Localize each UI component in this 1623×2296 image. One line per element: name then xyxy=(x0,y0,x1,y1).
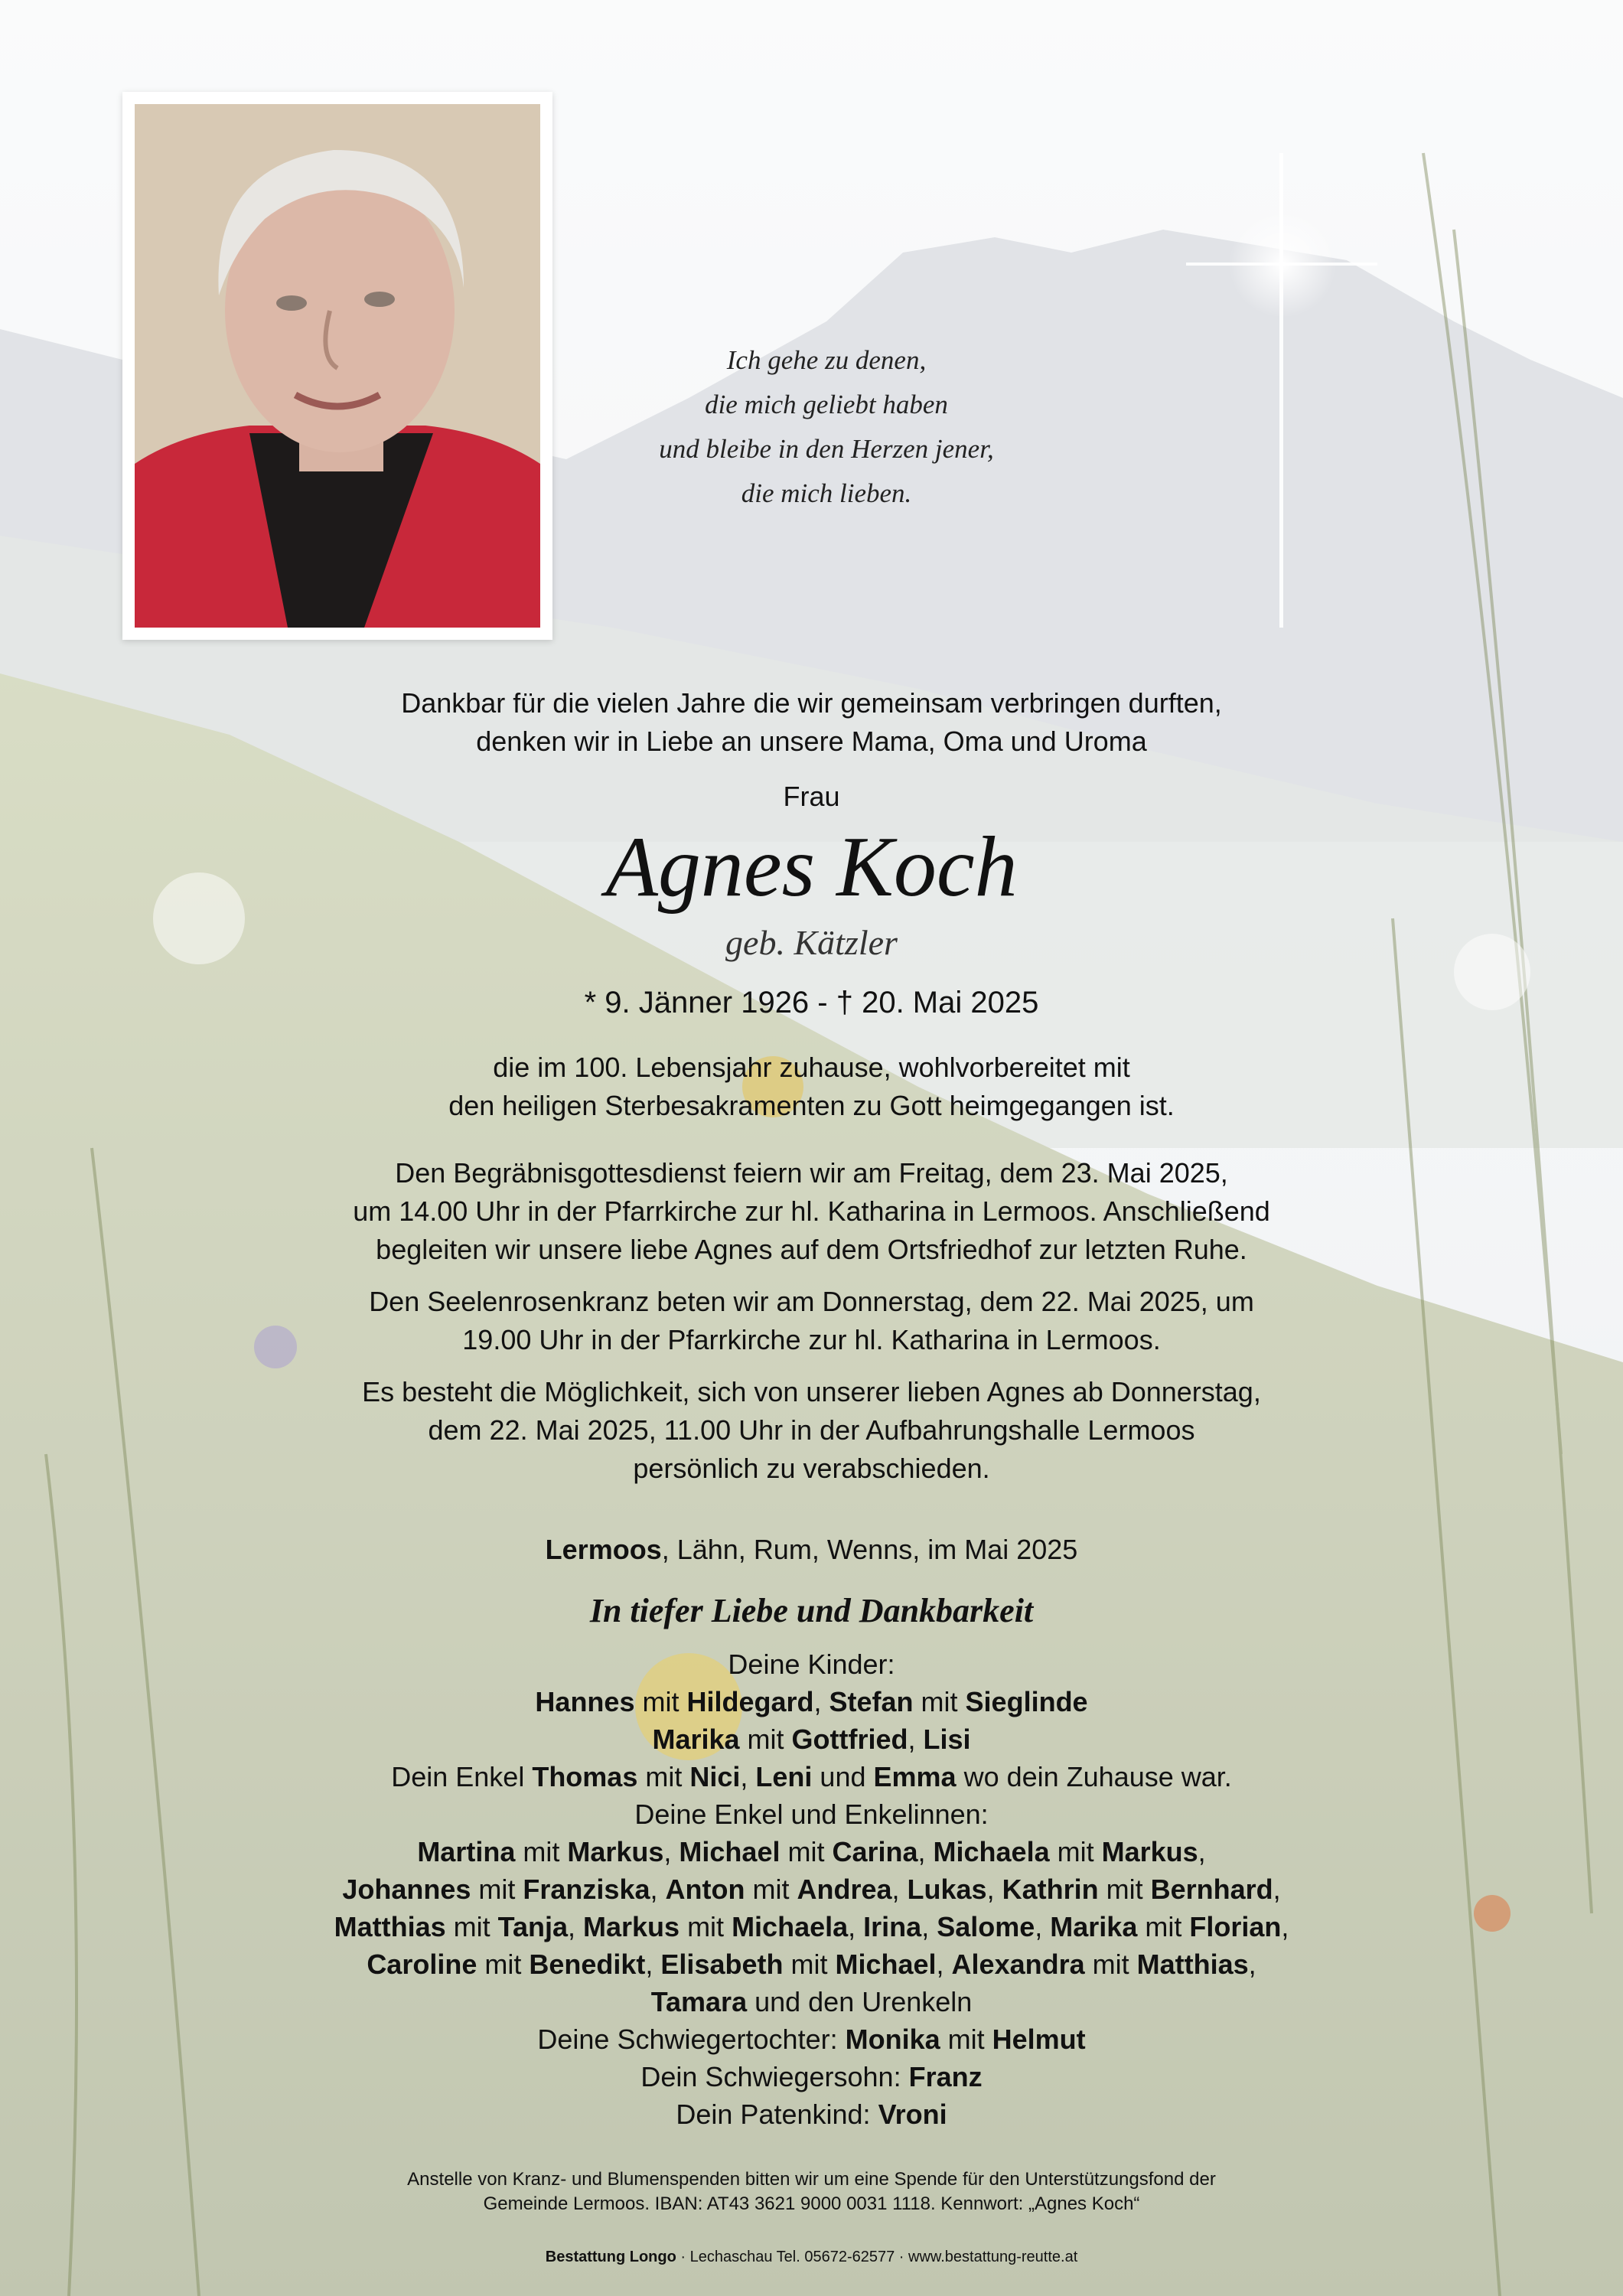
family-text: Dein Patenkind: xyxy=(676,2099,878,2130)
portrait-illustration xyxy=(135,104,540,628)
family-text: , xyxy=(1273,1874,1281,1905)
family-member-name: Carina xyxy=(832,1836,918,1867)
rosary-line: Den Seelenrosenkranz beten wir am Donnerstag, dem 22. Mai 2025, um xyxy=(369,1286,1254,1317)
family-member-name: Vroni xyxy=(878,2099,947,2130)
family-text: mit xyxy=(913,1686,966,1717)
family-member-name: Elisabeth xyxy=(660,1949,784,1980)
portrait-photo xyxy=(135,104,540,628)
family-member-name: Sieglinde xyxy=(965,1686,1088,1717)
rosary-line: 19.00 Uhr in der Pfarrkirche zur hl. Katharina in Lermoos. xyxy=(462,1324,1161,1355)
family-member-name: Anton xyxy=(665,1874,745,1905)
donation-line: Anstelle von Kranz- und Blumenspenden bitten wir um eine Spende für den Unterstützungsfond der xyxy=(407,2169,1216,2190)
family-line xyxy=(0,1683,1623,1720)
family-line xyxy=(0,1833,1623,1870)
family-line xyxy=(0,1908,1623,1945)
family-text: mit xyxy=(477,1949,530,1980)
family-line xyxy=(0,1983,1623,2020)
family-text: , xyxy=(650,1874,666,1905)
place-main: Lermoos xyxy=(545,1534,662,1565)
family-text: , xyxy=(1248,1949,1256,1980)
family-text: , xyxy=(1281,1911,1289,1942)
family-member-name: Matthias xyxy=(1136,1949,1249,1980)
funeral-line: begleiten wir unsere liebe Agnes auf dem Ortsfriedhof zur letzten Ruhe. xyxy=(376,1234,1247,1265)
memorial-poem xyxy=(597,338,1056,516)
rosary-info xyxy=(0,1283,1623,1359)
family-member-name: Tanja xyxy=(497,1911,568,1942)
family-member-name: Kathrin xyxy=(1002,1874,1099,1905)
poem-line: Ich gehe zu denen, xyxy=(726,345,927,375)
family-text: , xyxy=(921,1911,937,1942)
funeral-line: Den Begräbnisgottesdienst feiern wir am Freitag, dem 23. Mai 2025, xyxy=(395,1157,1228,1189)
family-text: , xyxy=(813,1686,829,1717)
place-and-date xyxy=(0,1531,1623,1569)
family-member-name: Irina xyxy=(863,1911,922,1942)
funeral-line: um 14.00 Uhr in der Pfarrkirche zur hl. Katharina in Lermoos. Anschließend xyxy=(353,1195,1270,1227)
poem-line: die mich geliebt haben xyxy=(705,390,948,419)
family-text: Dein Schwiegersohn: xyxy=(640,2061,909,2092)
donation-line: Gemeinde Lermoos. IBAN: AT43 3621 9000 0031 1118. Kennwort: „Agnes Koch“ xyxy=(483,2193,1140,2214)
family-member-name: Stefan xyxy=(829,1686,914,1717)
family-text: , xyxy=(663,1836,680,1867)
family-text: , xyxy=(917,1836,934,1867)
family-text: Deine Enkel und Enkelinnen: xyxy=(634,1799,989,1830)
intro-line: denken wir in Liebe an unsere Mama, Oma und Uroma xyxy=(476,726,1147,757)
family-text: mit xyxy=(1084,1949,1137,1980)
viewing-line: persönlich zu verabschieden. xyxy=(633,1453,990,1484)
family-line xyxy=(0,1720,1623,1758)
deceased-name: Agnes Koch xyxy=(605,820,1018,915)
portrait-frame xyxy=(122,92,552,640)
family-member-name: Thomas xyxy=(532,1761,638,1792)
family-member-name: Michael xyxy=(835,1949,937,1980)
family-member-name: Caroline xyxy=(367,1949,477,1980)
family-text: mit xyxy=(783,1949,836,1980)
family-text: mit xyxy=(634,1686,687,1717)
family-text: , xyxy=(908,1724,924,1755)
maiden-name: geb. Kätzler xyxy=(725,923,898,962)
family-line xyxy=(0,2095,1623,2133)
family-text: , xyxy=(645,1949,661,1980)
family-text: , xyxy=(567,1911,583,1942)
viewing-info xyxy=(0,1373,1623,1488)
family-text: mit xyxy=(680,1911,732,1942)
funeral-home-contact: · Lechaschau Tel. 05672-62577 · www.bestattung-reutte.at xyxy=(676,2249,1078,2265)
family-text: mit xyxy=(1137,1911,1190,1942)
family-text: , xyxy=(891,1874,908,1905)
family-text: , xyxy=(848,1911,864,1942)
family-member-name: Markus xyxy=(1101,1836,1198,1867)
family-line xyxy=(0,1758,1623,1795)
family-text: Deine Kinder: xyxy=(728,1649,895,1680)
family-member-name: Lukas xyxy=(907,1874,987,1905)
family-line xyxy=(0,1945,1623,1983)
poem-line: und bleibe in den Herzen jener, xyxy=(659,434,994,464)
family-line xyxy=(0,2058,1623,2095)
family-member-name: Marika xyxy=(1050,1911,1138,1942)
family-member-name: Markus xyxy=(567,1836,664,1867)
family-member-name: Franziska xyxy=(523,1874,650,1905)
death-text-line: den heiligen Sterbesakramenten zu Gott heimgegangen ist. xyxy=(448,1090,1175,1121)
family-text: wo dein Zuhause war. xyxy=(956,1761,1232,1792)
family-member-name: Benedikt xyxy=(529,1949,646,1980)
family-member-name: Gottfried xyxy=(791,1724,908,1755)
family-list xyxy=(0,1645,1623,2133)
family-text: mit xyxy=(515,1836,568,1867)
poem-line: die mich lieben. xyxy=(741,478,912,508)
family-line xyxy=(0,2020,1623,2058)
family-member-name: Hildegard xyxy=(686,1686,814,1717)
viewing-line: Es besteht die Möglichkeit, sich von unserer lieben Agnes ab Donnerstag, xyxy=(362,1376,1261,1407)
family-member-name: Bernhard xyxy=(1150,1874,1273,1905)
family-member-name: Michaela xyxy=(732,1911,849,1942)
family-text: mit xyxy=(940,2024,992,2055)
family-member-name: Johannes xyxy=(342,1874,471,1905)
donation-note xyxy=(0,2167,1623,2216)
family-text: mit xyxy=(471,1874,523,1905)
family-member-name: Markus xyxy=(583,1911,680,1942)
family-text: , xyxy=(936,1949,952,1980)
family-member-name: Martina xyxy=(417,1836,516,1867)
funeral-home-name: Bestattung Longo xyxy=(545,2249,676,2265)
family-member-name: Leni xyxy=(755,1761,813,1792)
family-member-name: Helmut xyxy=(992,2024,1086,2055)
funeral-info xyxy=(0,1154,1623,1269)
family-text: Dein Enkel xyxy=(391,1761,533,1792)
family-text: , xyxy=(1198,1836,1206,1867)
family-member-name: Emma xyxy=(873,1761,957,1792)
family-member-name: Franz xyxy=(908,2061,983,2092)
family-member-name: Monika xyxy=(845,2024,940,2055)
salutation: Frau xyxy=(783,781,840,812)
family-member-name: Michaela xyxy=(933,1836,1050,1867)
death-notice-text xyxy=(0,1049,1623,1125)
family-member-name: Matthias xyxy=(334,1911,446,1942)
family-text: mit xyxy=(1098,1874,1151,1905)
family-text: mit xyxy=(637,1761,690,1792)
death-text-line: die im 100. Lebensjahr zuhause, wohlvorbereitet mit xyxy=(493,1052,1130,1083)
family-member-name: Nici xyxy=(689,1761,741,1792)
family-text: mit xyxy=(745,1874,797,1905)
closing-phrase: In tiefer Liebe und Dankbarkeit xyxy=(589,1592,1034,1629)
family-line xyxy=(0,1645,1623,1683)
family-text: , xyxy=(1035,1911,1051,1942)
family-member-name: Andrea xyxy=(797,1874,892,1905)
family-text: und xyxy=(812,1761,874,1792)
family-member-name: Alexandra xyxy=(951,1949,1085,1980)
family-text: , xyxy=(986,1874,1002,1905)
viewing-line: dem 22. Mai 2025, 11.00 Uhr in der Aufbahrungshalle Lermoos xyxy=(428,1414,1195,1446)
intro-line: Dankbar für die vielen Jahre die wir gemeinsam verbringen durften, xyxy=(401,687,1222,719)
family-text: mit xyxy=(445,1911,498,1942)
life-dates: * 9. Jänner 1926 - † 20. Mai 2025 xyxy=(584,986,1039,1019)
place-rest: , Lähn, Rum, Wenns, im Mai 2025 xyxy=(661,1534,1078,1565)
family-text: und den Urenkeln xyxy=(747,1986,973,2017)
family-text: , xyxy=(740,1761,756,1792)
funeral-home-footer xyxy=(0,2246,1623,2268)
family-member-name: Florian xyxy=(1189,1911,1282,1942)
family-member-name: Hannes xyxy=(535,1686,635,1717)
family-line xyxy=(0,1795,1623,1833)
family-member-name: Tamara xyxy=(650,1986,748,2017)
family-text: mit xyxy=(739,1724,792,1755)
family-member-name: Salome xyxy=(937,1911,1035,1942)
family-line xyxy=(0,1870,1623,1908)
family-text: mit xyxy=(780,1836,833,1867)
family-member-name: Lisi xyxy=(923,1724,971,1755)
family-member-name: Michael xyxy=(679,1836,781,1867)
family-member-name: Marika xyxy=(652,1724,740,1755)
intro-text xyxy=(0,684,1623,761)
family-text: mit xyxy=(1049,1836,1102,1867)
family-text: Deine Schwiegertochter: xyxy=(537,2024,846,2055)
